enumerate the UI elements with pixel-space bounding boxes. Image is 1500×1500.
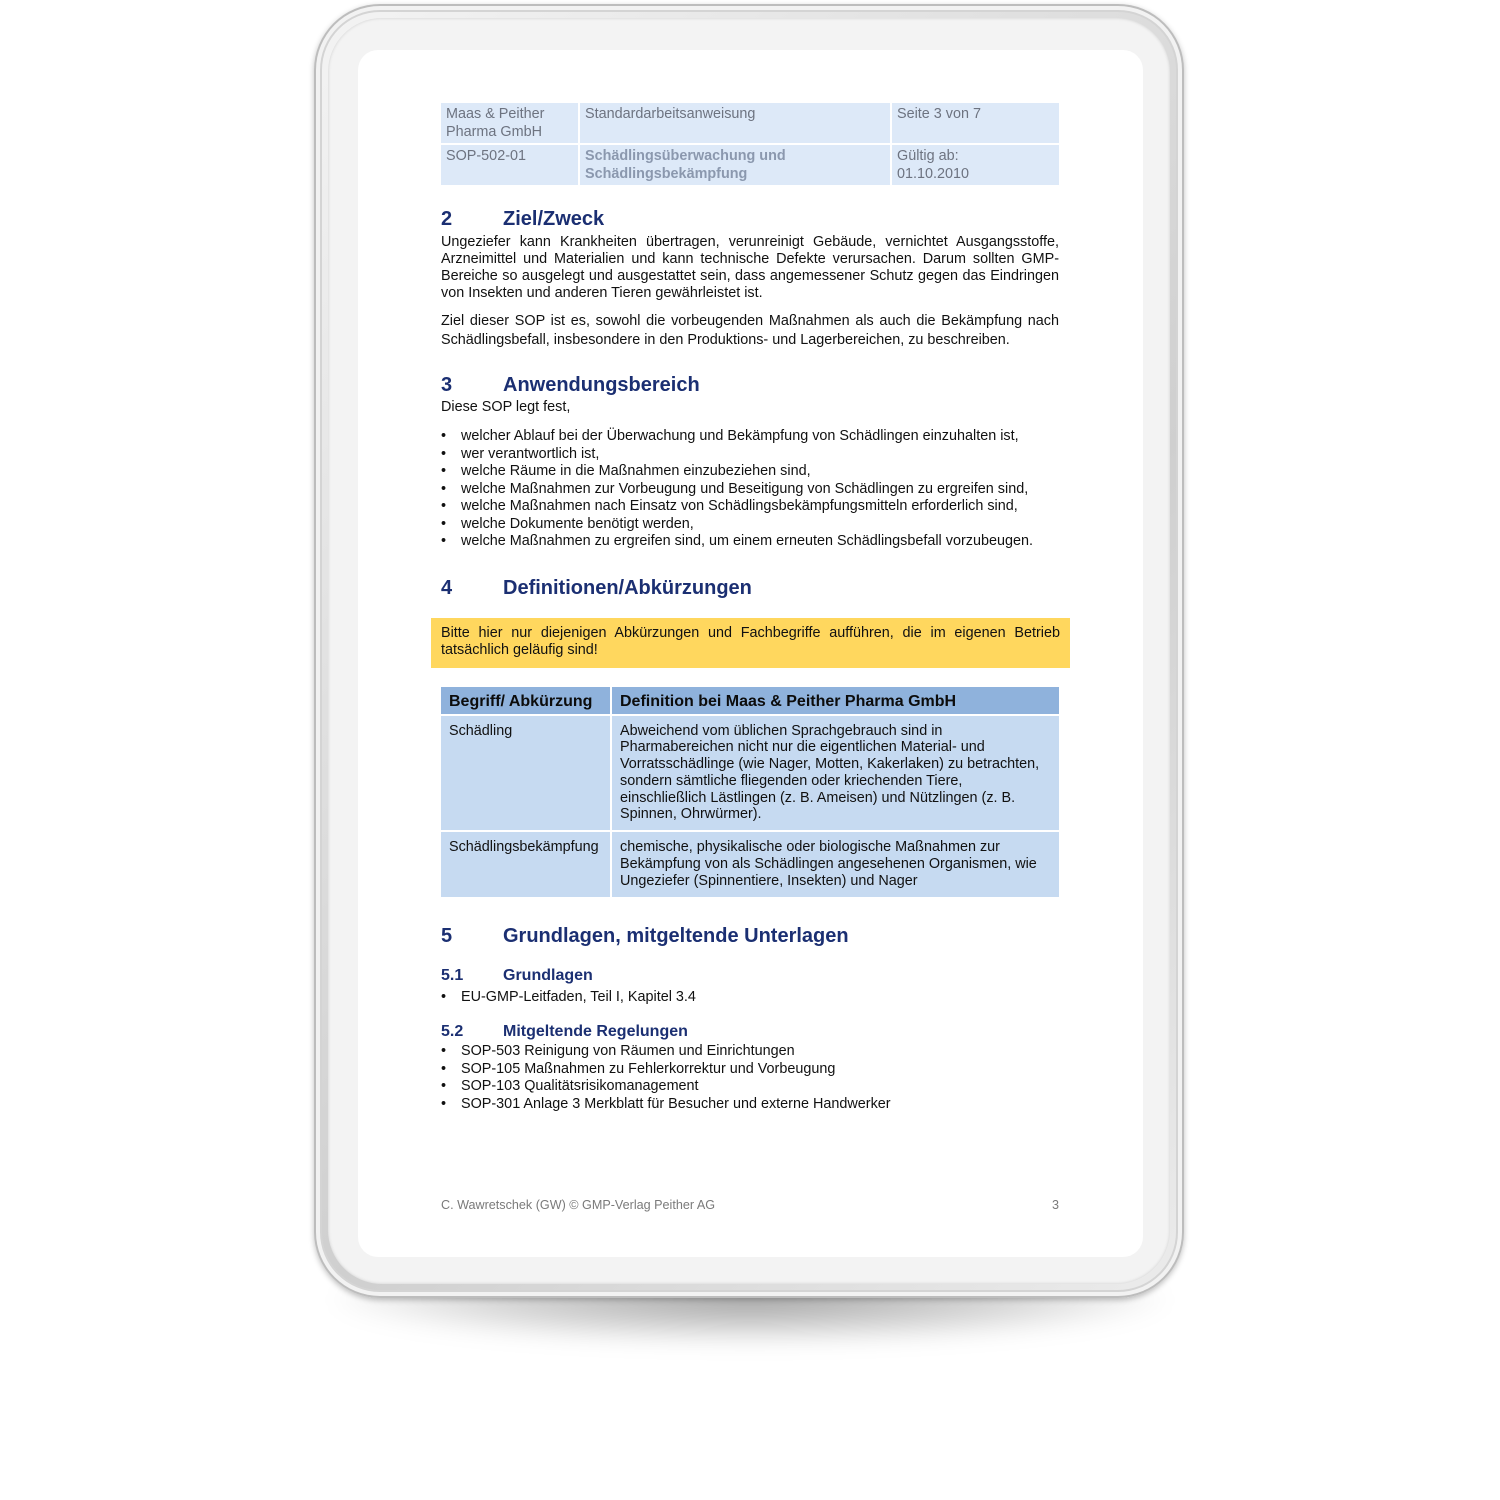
definitions-table — [441, 687, 1059, 897]
list-item: • welche Maßnahmen nach Einsatz von Schädlingsbekämpfungsmitteln erforderlich sind, — [441, 498, 1018, 514]
document-page — [441, 103, 1059, 1113]
section-2-number: 2 — [441, 208, 453, 230]
highlight-note: Bitte hier nur diejenigen Abkürzungen und Fachbegriffe aufführen, die im eigenen Betrieb tatsächlich geläufig sind! — [431, 618, 1070, 668]
table-cell-definition: Abweichend vom üblichen Sprachgebrauch sind in Pharmabereichen nicht nur die eigentlichen Material- und Vorratsschädlinge (wie Nager, Motten, Kakerlaken) zu betrachten, sondern sämtliche fliegenden oder kriechenden Tiere, einschließlich Lästlingen (z. B. Ameisen) und Nützlingen (z. B. Spinnen, Ohrwürmer). — [611, 715, 1059, 832]
section-4-number: 4 — [441, 576, 453, 599]
list-item: • SOP-105 Maßnahmen zu Fehlerkorrektur und Vorbeugung — [441, 1060, 836, 1077]
scope-list — [441, 428, 1059, 551]
header-sop-id: SOP-502-01 — [441, 145, 580, 185]
section-5-2-heading — [441, 1022, 1059, 1041]
section-5-title: Grundlagen, mitgeltende Unterlagen — [503, 924, 849, 947]
table-row — [441, 715, 1059, 832]
tablet-screen — [358, 50, 1143, 1257]
table-row — [441, 831, 1059, 896]
header-valid-from: Gültig ab: 01.10.2010 — [892, 145, 1059, 185]
table-cell-term: Schädling — [441, 715, 611, 832]
section-5-2-number: 5.2 — [441, 1023, 464, 1041]
page-footer — [441, 1198, 1059, 1212]
header-company: Maas & Peither Pharma GmbH — [441, 103, 580, 143]
footer-copyright: C. Wawretschek (GW) © GMP-Verlag Peither AG — [441, 1198, 716, 1212]
list-item: • SOP-301 Anlage 3 Merkblatt für Besucher und externe Handwerker — [441, 1095, 891, 1112]
basis-list — [441, 989, 1059, 1007]
section-4-title: Definitionen/Abkürzungen — [503, 576, 752, 599]
section-3-intro: Diese SOP legt fest, — [441, 399, 571, 415]
section-5-2-title: Mitgeltende Regelungen — [503, 1023, 688, 1041]
section-5-1-heading — [441, 966, 1059, 985]
list-item: • EU-GMP-Leitfaden, Teil I, Kapitel 3.4 — [441, 988, 696, 1005]
section-2-heading — [441, 207, 1059, 231]
related-docs-list — [441, 1043, 1059, 1113]
list-item: • welcher Ablauf bei der Überwachung und Bekämpfung von Schädlingen einzuhalten ist, — [441, 428, 1019, 444]
table-cell-term: Schädlingsbekämpfung — [441, 831, 611, 896]
list-item: • SOP-503 Reinigung von Räumen und Einrichtungen — [441, 1043, 795, 1060]
document-header — [441, 101, 1059, 187]
list-item: • SOP-103 Qualitätsrisikomanagement — [441, 1078, 699, 1095]
section-2-paragraph-1: Ungeziefer kann Krankheiten übertragen, verunreinigt Gebäude, vernichtet Ausgangsstoffe, Arzneimittel und Materialien und kann technische Defekte verursachen. Darum sollten GMP-Bereiche so ausgelegt und ausgestattet sein, dass angemessener Schutz gegen das Eindringen von Insekten und anderen Tieren gewährleistet ist. — [441, 234, 1059, 301]
footer-page-number: 3 — [1051, 1198, 1059, 1212]
list-item: • welche Dokumente benötigt werden, — [441, 515, 694, 532]
section-2-paragraph-2: Ziel dieser SOP ist es, sowohl die vorbeugenden Maßnahmen als auch die Bekämpfung nach Schädlingsbefall, insbesondere in den Produktions- und Lagerbereichen, zu beschreiben. — [441, 313, 1059, 348]
list-item: • welche Maßnahmen zur Vorbeugung und Beseitigung von Schädlingen zu ergreifen sind, — [441, 480, 1029, 497]
table-header-definition: Definition bei Maas & Peither Pharma GmbH — [611, 687, 1059, 715]
section-3-title: Anwendungsbereich — [503, 374, 700, 396]
section-5-1-title: Grundlagen — [503, 966, 593, 984]
section-5-number: 5 — [441, 924, 453, 947]
section-3-number: 3 — [441, 374, 453, 396]
header-title: Schädlingsüberwachung und Schädlingsbekämpfung — [580, 145, 892, 185]
header-doc-type: Standardarbeitsanweisung — [580, 103, 892, 143]
list-item: • welche Maßnahmen zu ergreifen sind, um einem erneuten Schädlingsbefall vorzubeugen. — [441, 533, 1033, 549]
table-cell-definition: chemische, physikalische oder biologische Maßnahmen zur Bekämpfung von als Schädlingen angesehenen Organismen, wie Ungeziefer (Spinnentiere, Insekten) und Nager — [611, 831, 1059, 896]
list-item: • welche Räume in die Maßnahmen einzubeziehen sind, — [441, 463, 811, 479]
section-5-heading — [441, 924, 1059, 948]
section-3-heading — [441, 373, 1059, 397]
section-2-title: Ziel/Zweck — [503, 208, 605, 230]
table-header-term: Begriff/ Abkürzung — [441, 687, 611, 715]
section-5-1-number: 5.1 — [441, 966, 464, 984]
section-4-heading — [441, 576, 1059, 600]
header-page-info: Seite 3 von 7 — [892, 103, 1059, 143]
list-item: • wer verantwortlich ist, — [441, 445, 600, 462]
